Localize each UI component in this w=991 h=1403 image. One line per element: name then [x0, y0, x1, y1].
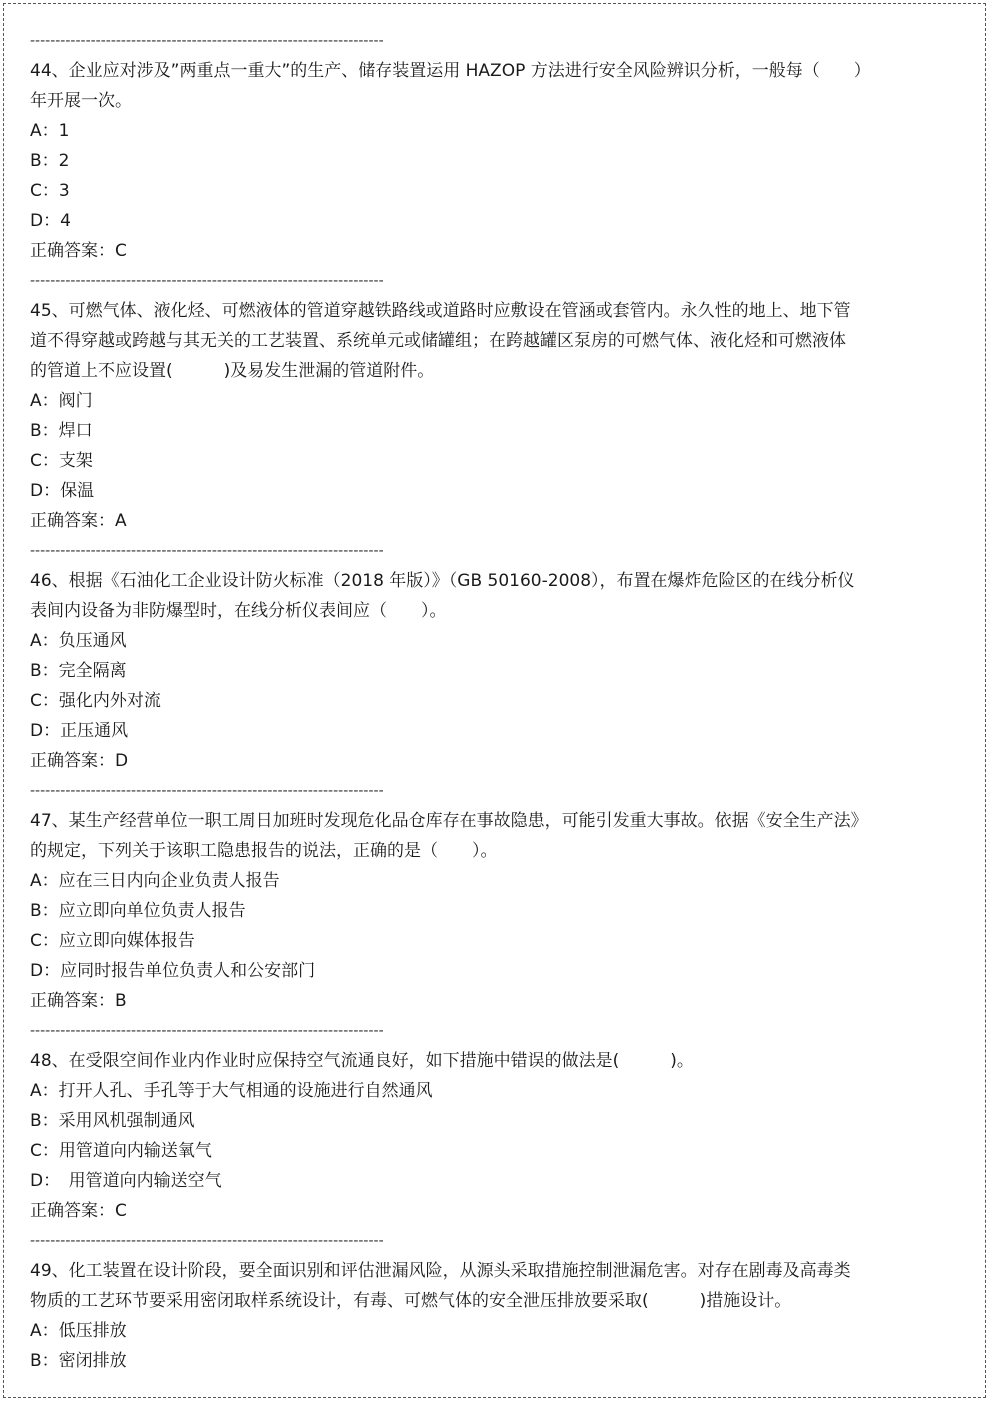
answer-option: D： 用管道向内输送空气	[30, 1171, 222, 1191]
question-block	[30, 566, 890, 776]
answer-option: C：用管道向内输送氧气	[30, 1141, 212, 1161]
question-stem: 48、在受限空间作业内作业时应保持空气流通良好，如下措施中错误的做法是( )。	[30, 1051, 694, 1071]
correct-answer: 正确答案：B	[30, 991, 127, 1011]
answer-option: A：负压通风	[30, 631, 127, 651]
question-stem: 45、可燃气体、液化烃、可燃液体的管道穿越铁路线或道路时应敷设在管涵或套管内。永久性的地上、地下管	[30, 301, 851, 321]
correct-answer: 正确答案：C	[30, 241, 127, 261]
separator-line: ----------------------------------------------------------------------	[30, 1233, 384, 1249]
answer-option: B：完全隔离	[30, 661, 127, 681]
question-stem: 49、化工装置在设计阶段，要全面识别和评估泄漏风险，从源头采取措施控制泄漏危害。对存在剧毒及高毒类	[30, 1261, 851, 1281]
answer-option: A：阀门	[30, 391, 93, 411]
separator-line: ----------------------------------------------------------------------	[30, 33, 384, 49]
answer-option: B：焊口	[30, 421, 93, 441]
correct-answer: 正确答案：A	[30, 511, 127, 531]
separator-line: ----------------------------------------------------------------------	[30, 783, 384, 799]
answer-option: A：应在三日内向企业负责人报告	[30, 871, 280, 891]
answer-option: A：打开人孔、手孔等于大气相通的设施进行自然通风	[30, 1081, 433, 1101]
answer-option: B：密闭排放	[30, 1351, 127, 1371]
correct-answer: 正确答案：C	[30, 1201, 127, 1221]
question-stem: 物质的工艺环节要采用密闭取样系统设计，有毒、可燃气体的安全泄压排放要采取( )措施设计。	[30, 1291, 792, 1311]
answer-option: C：支架	[30, 451, 93, 471]
question-stem: 的规定，下列关于该职工隐患报告的说法，正确的是（ ）。	[30, 841, 498, 861]
separator-line: ----------------------------------------------------------------------	[30, 273, 384, 289]
answer-option: A：低压排放	[30, 1321, 127, 1341]
question-list	[30, 26, 890, 1376]
question-block	[30, 806, 890, 1016]
answer-option: C：应立即向媒体报告	[30, 931, 195, 951]
question-stem: 年开展一次。	[30, 91, 132, 111]
answer-option: A：1	[30, 121, 70, 141]
question-block	[30, 296, 890, 536]
answer-option: C：强化内外对流	[30, 691, 161, 711]
question-stem: 47、某生产经营单位一职工周日加班时发现危化品仓库存在事故隐患，可能引发重大事故。依据《安全生产法》	[30, 811, 868, 831]
correct-answer: 正确答案：D	[30, 751, 129, 771]
answer-option: B：采用风机强制通风	[30, 1111, 195, 1131]
answer-option: B：2	[30, 151, 70, 171]
question-stem: 的管道上不应设置( )及易发生泄漏的管道附件。	[30, 361, 435, 381]
question-block	[30, 1046, 890, 1226]
question-stem: 表间内设备为非防爆型时，在线分析仪表间应（ ）。	[30, 601, 447, 621]
question-stem: 道不得穿越或跨越与其无关的工艺装置、系统单元或储罐组；在跨越罐区泵房的可燃气体、液化烃和可燃液体	[30, 331, 846, 351]
question-stem: 44、企业应对涉及”两重点一重大”的生产、储存装置运用 HAZOP 方法进行安全风险辨识分析，一般每（ ）	[30, 61, 871, 81]
separator-line: ----------------------------------------------------------------------	[30, 1023, 384, 1039]
answer-option: D：保温	[30, 481, 95, 501]
answer-option: C：3	[30, 181, 70, 201]
question-stem: 46、根据《石油化工企业设计防火标准（2018 年版）》（GB 50160-2008），布置在爆炸危险区的在线分析仪	[30, 571, 855, 591]
separator-line: ----------------------------------------------------------------------	[30, 543, 384, 559]
answer-option: D：正压通风	[30, 721, 129, 741]
answer-option: B：应立即向单位负责人报告	[30, 901, 246, 921]
question-block	[30, 1256, 890, 1376]
answer-option: D：应同时报告单位负责人和公安部门	[30, 961, 316, 981]
answer-option: D：4	[30, 211, 71, 231]
question-block	[30, 56, 890, 266]
